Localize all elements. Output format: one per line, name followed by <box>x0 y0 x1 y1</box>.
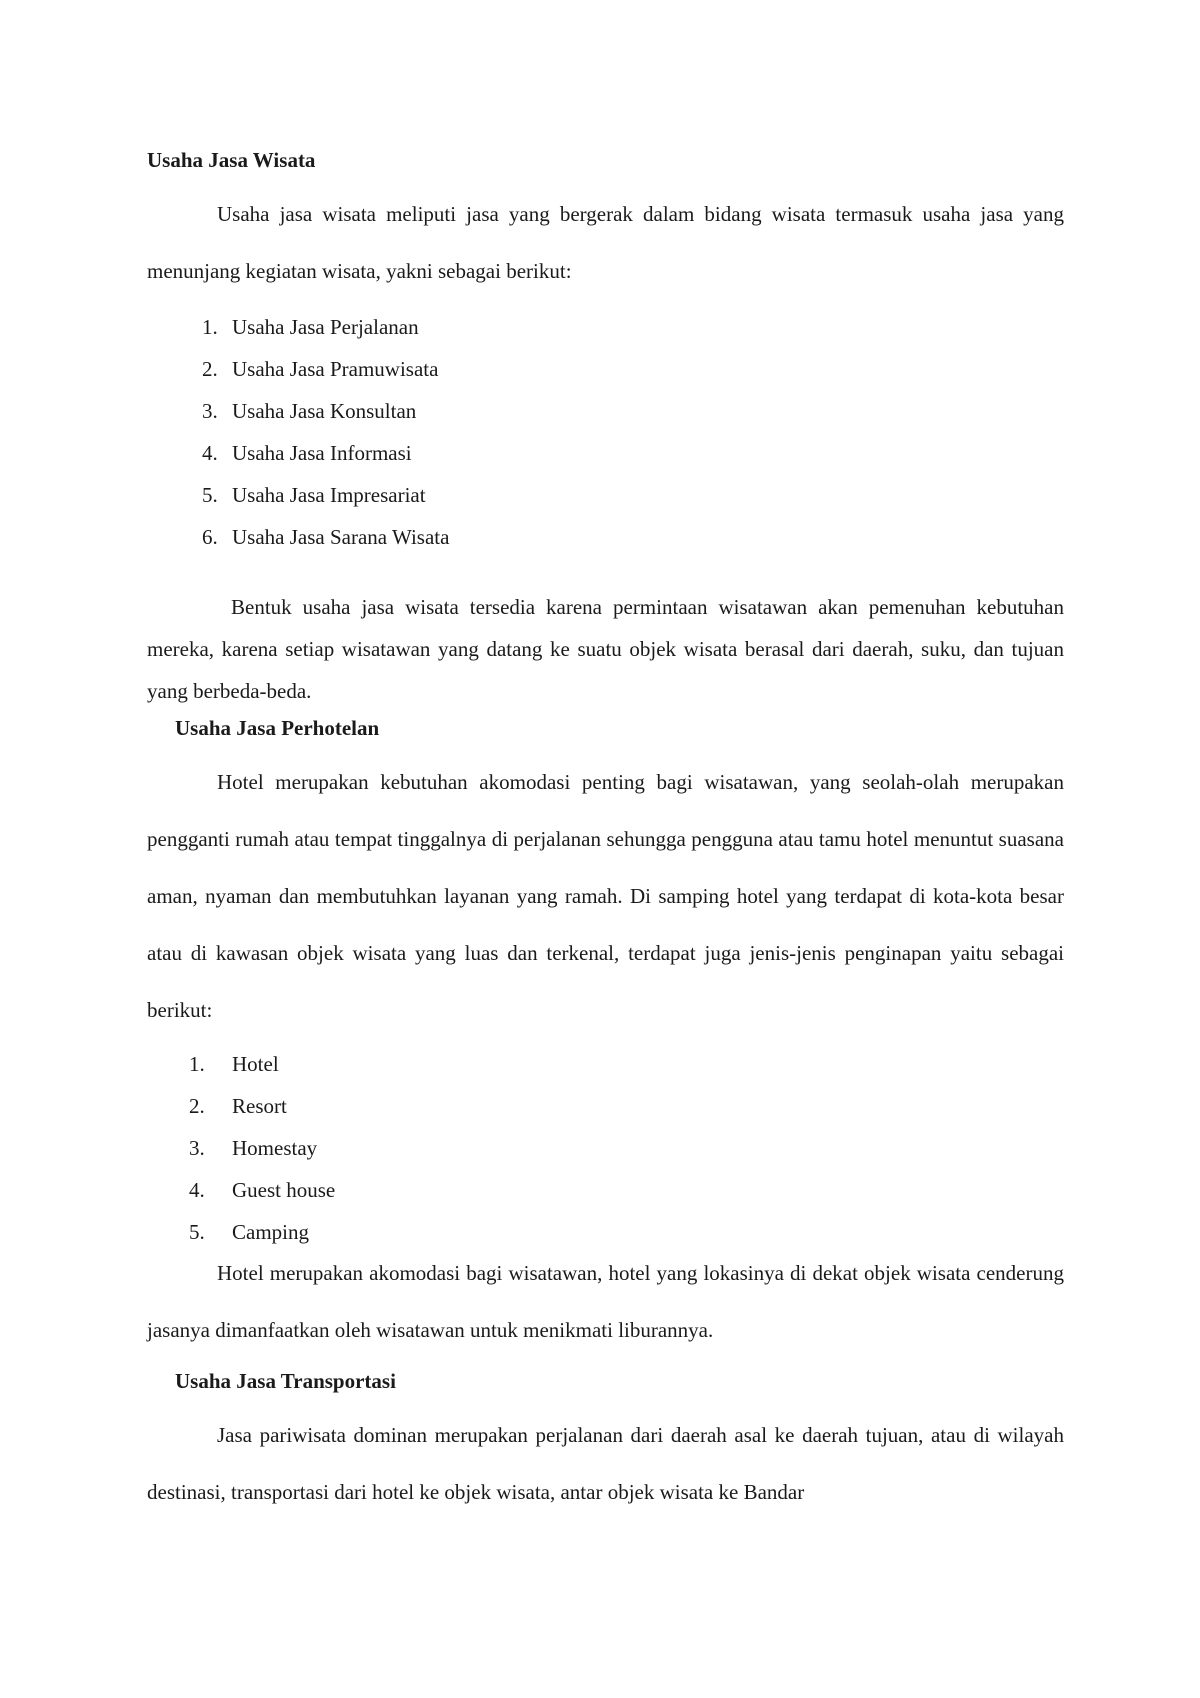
list-item: 1. Usaha Jasa Perjalanan <box>202 315 419 339</box>
section-heading: Usaha Jasa Transportasi <box>175 1369 396 1393</box>
paragraph: Bentuk usaha jasa wisata tersedia karena permintaan wisatawan akan pemenuhan kebutuhan mereka, karena setiap wisatawan yang datang ke suatu objek wisata berasal dari daerah, suku, dan tujuan yang berbeda-beda. <box>147 595 1064 703</box>
paragraph: Hotel merupakan akomodasi bagi wisatawan, hotel yang lokasinya di dekat objek wisata cenderung jasanya dimanfaatkan oleh wisatawan untuk menikmati liburannya. <box>147 1261 1064 1342</box>
numbered-list <box>147 306 1064 558</box>
list-item: 5. Usaha Jasa Impresariat <box>202 483 426 507</box>
list-item: 6. Usaha Jasa Sarana Wisata <box>202 525 450 549</box>
document-body <box>147 144 1064 1521</box>
section-heading: Usaha Jasa Wisata <box>147 148 316 172</box>
list-item: 1. Hotel <box>189 1052 279 1076</box>
section-heading: Usaha Jasa Perhotelan <box>175 716 380 740</box>
list-item: 2. Usaha Jasa Pramuwisata <box>202 357 439 381</box>
paragraph: Hotel merupakan kebutuhan akomodasi penting bagi wisatawan, yang seolah-olah merupakan pengganti rumah atau tempat tinggalnya di perjalanan sehungga pengguna atau tamu hotel menuntut suasana aman, nyaman dan membutuhkan layanan yang ramah. Di samping hotel yang terdapat di kota-kota besar atau di kawasan objek wisata yang luas dan terkenal, terdapat juga jenis-jenis penginapan yaitu sebagai berikut: <box>147 770 1064 1022</box>
list-item: 2. Resort <box>189 1094 287 1118</box>
list-item: 3. Homestay <box>189 1136 318 1160</box>
list-item: 4. Usaha Jasa Informasi <box>202 441 412 465</box>
paragraph: Jasa pariwisata dominan merupakan perjalanan dari daerah asal ke daerah tujuan, atau di wilayah destinasi, transportasi dari hotel ke objek wisata, antar objek wisata ke Bandar <box>147 1423 1064 1504</box>
list-item: 5. Camping <box>189 1220 309 1244</box>
list-item: 4. Guest house <box>189 1178 336 1202</box>
numbered-list <box>147 1043 1064 1253</box>
paragraph: Usaha jasa wisata meliputi jasa yang bergerak dalam bidang wisata termasuk usaha jasa yang menunjang kegiatan wisata, yakni sebagai berikut: <box>147 202 1064 283</box>
list-item: 3. Usaha Jasa Konsultan <box>202 399 417 423</box>
